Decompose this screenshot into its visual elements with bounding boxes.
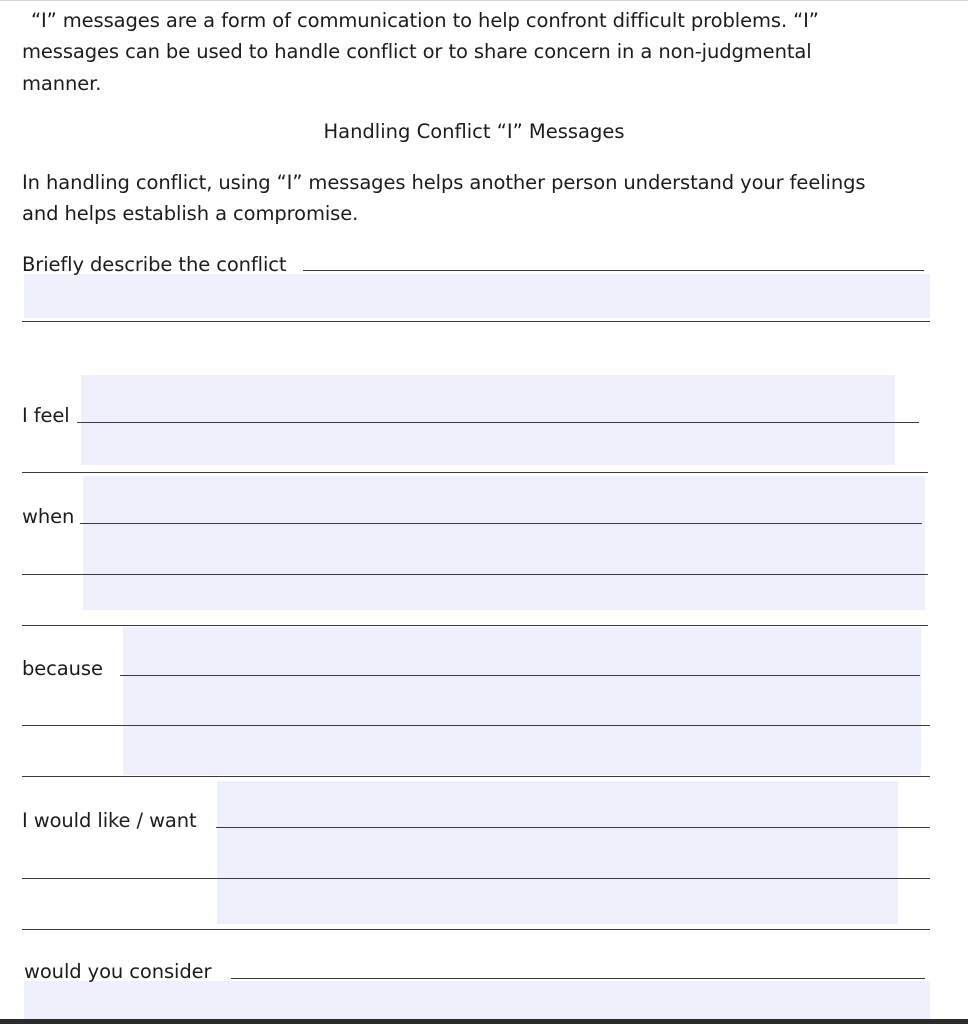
when-rule-2 bbox=[22, 574, 928, 575]
conflict-rule-2 bbox=[22, 321, 930, 322]
want-input[interactable] bbox=[217, 781, 898, 924]
when-prompt: when bbox=[22, 505, 75, 528]
because-prompt: because bbox=[22, 657, 103, 680]
because-rule-2 bbox=[22, 725, 930, 726]
because-input[interactable] bbox=[123, 627, 921, 775]
want-rule-1 bbox=[216, 827, 930, 828]
lead-line-1: In handling conflict, using “I” messages helps another person understand your feelings bbox=[22, 171, 866, 194]
feel-rule-2 bbox=[22, 472, 928, 473]
page-top-edge bbox=[0, 0, 968, 1]
when-rule-1 bbox=[80, 523, 922, 524]
because-rule-3 bbox=[22, 776, 930, 777]
intro-line-2: messages can be used to handle conflict or to share concern in a non-judgmental bbox=[22, 40, 812, 63]
want-rule-2 bbox=[22, 878, 930, 879]
intro-line-1: “I” messages are a form of communication to help confront difficult problems. “I” bbox=[31, 9, 819, 32]
consider-rule-1 bbox=[231, 978, 925, 979]
when-rule-3 bbox=[22, 625, 928, 626]
feel-input[interactable] bbox=[81, 375, 895, 465]
consider-prompt: would you consider bbox=[24, 960, 212, 983]
because-rule-1 bbox=[120, 675, 920, 676]
viewer-bottom-edge bbox=[0, 1019, 968, 1024]
conflict-prompt: Briefly describe the conflict bbox=[22, 253, 287, 276]
section-heading: Handling Conflict “I” Messages bbox=[323, 120, 625, 143]
conflict-input[interactable] bbox=[24, 274, 930, 318]
want-rule-3 bbox=[22, 929, 930, 930]
conflict-rule-1 bbox=[303, 270, 924, 271]
feel-rule-1 bbox=[77, 422, 919, 423]
intro-line-3: manner. bbox=[22, 72, 102, 95]
lead-line-2: and helps establish a compromise. bbox=[22, 202, 359, 225]
feel-prompt: I feel bbox=[22, 404, 70, 427]
want-prompt: I would like / want bbox=[22, 809, 197, 832]
when-input[interactable] bbox=[83, 476, 925, 610]
